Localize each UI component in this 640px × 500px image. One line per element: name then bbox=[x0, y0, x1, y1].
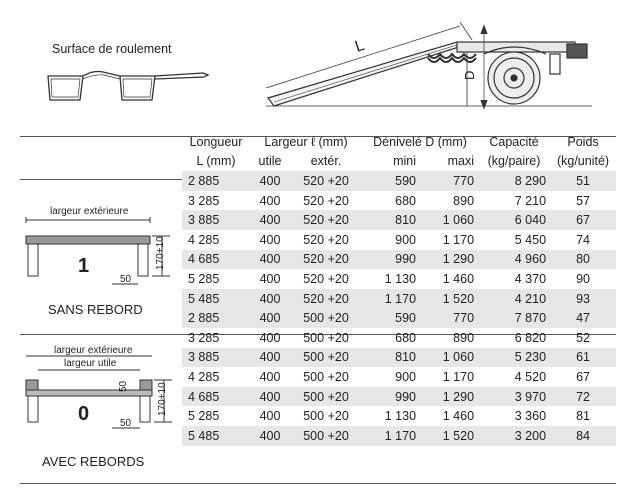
cell-width-useful: 400 bbox=[250, 426, 290, 446]
table-row bbox=[0, 328, 616, 348]
cell-length: 5 285 bbox=[188, 409, 220, 424]
row-spacer bbox=[0, 250, 182, 270]
height-label: D bbox=[462, 70, 477, 80]
dim-50-label: 50 bbox=[120, 274, 132, 285]
col-header-capacity: Capacité bbox=[489, 134, 539, 149]
cell-height-min: 810 bbox=[362, 210, 420, 230]
cell-length: 3 285 bbox=[188, 193, 220, 208]
surface-label: Surface de roulement bbox=[52, 42, 172, 56]
cell-height-min: 590 bbox=[362, 308, 420, 328]
cell-height-max: 1 060 bbox=[420, 348, 478, 368]
row-spacer bbox=[0, 426, 182, 446]
cell-width-exterior: 500 +20 bbox=[303, 369, 349, 384]
row-spacer bbox=[0, 328, 182, 348]
cell-height-min: 680 bbox=[395, 330, 417, 345]
cell-height-max: 1 170 bbox=[442, 369, 475, 384]
cell-weight: 51 bbox=[550, 171, 616, 191]
cell-capacity: 8 290 bbox=[478, 171, 550, 191]
profile-number: 1 bbox=[78, 255, 90, 277]
cell-width-useful: 400 bbox=[250, 210, 290, 230]
cell-width-exterior: 520 +20 bbox=[290, 250, 362, 270]
cell-weight: 81 bbox=[576, 409, 590, 424]
cell-width-exterior: 500 +20 bbox=[290, 308, 362, 328]
cell-height-max: 1 060 bbox=[420, 210, 478, 230]
cell-capacity: 5 230 bbox=[478, 348, 550, 368]
cell-width-exterior: 520 +20 bbox=[290, 289, 362, 309]
cell-capacity: 3 360 bbox=[514, 409, 547, 424]
table-row bbox=[0, 387, 616, 407]
table-row bbox=[0, 210, 616, 230]
col-header-weight: Poids bbox=[567, 134, 599, 149]
cell-length: 4 285 bbox=[188, 232, 220, 247]
table-row bbox=[0, 367, 616, 387]
cell-weight: 72 bbox=[550, 387, 616, 407]
section-name: SANS REBORD bbox=[48, 302, 143, 317]
cell-weight: 74 bbox=[576, 232, 590, 247]
col-sub-min: mini bbox=[393, 154, 417, 169]
cell-length: 2 885 bbox=[182, 308, 250, 328]
cell-width-exterior: 500 +20 bbox=[290, 348, 362, 368]
cell-length: 3 885 bbox=[182, 210, 250, 230]
width-ext-label: largeur extérieure bbox=[50, 206, 129, 217]
cell-width-exterior: 520 +20 bbox=[290, 171, 362, 191]
row-spacer bbox=[0, 269, 182, 289]
row-spacer bbox=[0, 230, 182, 250]
cell-width-useful: 400 bbox=[259, 330, 281, 345]
width-useful-label: largeur utile bbox=[64, 358, 117, 369]
cell-capacity: 6 040 bbox=[478, 210, 550, 230]
row-spacer bbox=[0, 308, 182, 328]
cell-weight: 47 bbox=[550, 308, 616, 328]
cell-height-min: 900 bbox=[395, 232, 417, 247]
dim-height-label: 170+10 bbox=[155, 236, 166, 270]
ramp-trailer-drawing bbox=[262, 18, 602, 118]
cell-height-max: 1 290 bbox=[420, 387, 478, 407]
cell-height-max: 1 460 bbox=[442, 271, 475, 286]
cell-width-useful: 400 bbox=[250, 250, 290, 270]
cell-width-useful: 400 bbox=[259, 232, 281, 247]
row-spacer bbox=[0, 210, 182, 230]
cell-weight: 61 bbox=[550, 348, 616, 368]
tread-surface-drawing bbox=[38, 62, 228, 112]
table-row bbox=[0, 230, 616, 250]
cell-width-useful: 400 bbox=[259, 271, 281, 286]
cell-height-max: 770 bbox=[420, 171, 478, 191]
cell-width-exterior: 520 +20 bbox=[303, 193, 349, 208]
cell-length: 4 685 bbox=[182, 250, 250, 270]
cell-height-min: 1 130 bbox=[384, 271, 417, 286]
cell-height-min: 900 bbox=[395, 369, 417, 384]
dim-50-label-2: 50 bbox=[120, 418, 132, 429]
col-header-length: Longueur bbox=[189, 134, 243, 149]
cell-height-min: 1 170 bbox=[362, 426, 420, 446]
header-row-1 bbox=[0, 132, 616, 152]
cell-width-useful: 400 bbox=[259, 193, 281, 208]
cell-height-min: 590 bbox=[362, 171, 420, 191]
dim-height-label-2: 170+10 bbox=[157, 382, 168, 416]
table-row bbox=[0, 250, 616, 270]
cell-weight: 84 bbox=[550, 426, 616, 446]
cell-height-max: 890 bbox=[453, 330, 475, 345]
cell-width-exterior: 500 +20 bbox=[303, 330, 349, 345]
cell-height-min: 680 bbox=[395, 193, 417, 208]
table-row bbox=[0, 191, 616, 211]
cell-height-min: 810 bbox=[362, 348, 420, 368]
cell-capacity: 7 210 bbox=[514, 193, 547, 208]
cell-weight: 67 bbox=[576, 369, 590, 384]
cell-length: 3 885 bbox=[182, 348, 250, 368]
cell-weight: 80 bbox=[550, 250, 616, 270]
cell-capacity: 4 210 bbox=[478, 289, 550, 309]
cell-height-min: 1 170 bbox=[362, 289, 420, 309]
table-body bbox=[0, 132, 616, 446]
col-sub-length: L (mm) bbox=[196, 154, 236, 169]
cell-width-exterior: 500 +20 bbox=[303, 409, 349, 424]
width-ext-label-2: largeur extérieure bbox=[54, 345, 133, 356]
col-header-height: Dénivelé D (mm) bbox=[373, 134, 467, 149]
section-name-2: AVEC REBORDS bbox=[42, 454, 145, 469]
cell-weight: 90 bbox=[576, 271, 590, 286]
cell-capacity: 4 370 bbox=[514, 271, 547, 286]
cell-length: 4 285 bbox=[188, 369, 220, 384]
col-sub-useful: utile bbox=[258, 154, 282, 169]
header-row-2 bbox=[0, 152, 616, 172]
cell-width-exterior: 520 +20 bbox=[290, 210, 362, 230]
row-spacer bbox=[0, 387, 182, 407]
col-header-width: Largeur ℓ (mm) bbox=[264, 134, 348, 149]
length-label: L bbox=[352, 36, 367, 56]
table-row bbox=[0, 269, 616, 289]
cell-width-useful: 400 bbox=[259, 369, 281, 384]
cell-width-exterior: 500 +20 bbox=[290, 387, 362, 407]
cell-height-max: 890 bbox=[453, 193, 475, 208]
cell-length: 2 885 bbox=[182, 171, 250, 191]
dim-50-top-label: 50 bbox=[118, 380, 129, 392]
cell-length: 5 485 bbox=[182, 426, 250, 446]
row-spacer bbox=[0, 348, 182, 368]
table-row bbox=[0, 426, 616, 446]
cell-capacity: 5 450 bbox=[514, 232, 547, 247]
table-row bbox=[0, 406, 616, 426]
cell-width-useful: 400 bbox=[250, 308, 290, 328]
cell-width-useful: 400 bbox=[250, 171, 290, 191]
table-bottom-rule bbox=[20, 483, 616, 484]
cell-capacity: 4 520 bbox=[514, 369, 547, 384]
cell-weight: 52 bbox=[576, 330, 590, 345]
cell-width-useful: 400 bbox=[250, 289, 290, 309]
cell-height-min: 990 bbox=[362, 387, 420, 407]
cell-height-max: 1 520 bbox=[420, 426, 478, 446]
cell-length: 4 685 bbox=[182, 387, 250, 407]
cell-capacity: 6 820 bbox=[514, 330, 547, 345]
cell-height-max: 770 bbox=[420, 308, 478, 328]
profile-number-2: 0 bbox=[78, 403, 90, 425]
table-row bbox=[0, 308, 616, 328]
cell-height-max: 1 520 bbox=[420, 289, 478, 309]
cell-capacity: 3 970 bbox=[478, 387, 550, 407]
cell-capacity: 3 200 bbox=[478, 426, 550, 446]
cell-height-max: 1 290 bbox=[420, 250, 478, 270]
cell-width-useful: 400 bbox=[259, 409, 281, 424]
spec-table bbox=[0, 132, 616, 446]
col-sub-weight: (kg/unité) bbox=[556, 154, 610, 169]
table-row bbox=[0, 289, 616, 309]
cell-width-exterior: 500 +20 bbox=[290, 426, 362, 446]
col-sub-exterior: extér. bbox=[310, 154, 342, 169]
cell-weight: 93 bbox=[550, 289, 616, 309]
row-spacer bbox=[0, 406, 182, 426]
cell-height-min: 1 130 bbox=[384, 409, 417, 424]
cell-height-max: 1 460 bbox=[442, 409, 475, 424]
cell-weight: 57 bbox=[576, 193, 590, 208]
row-spacer bbox=[0, 171, 182, 191]
cell-height-max: 1 170 bbox=[442, 232, 475, 247]
cell-length: 5 485 bbox=[182, 289, 250, 309]
table-row bbox=[0, 348, 616, 368]
cell-width-exterior: 520 +20 bbox=[303, 271, 349, 286]
row-spacer bbox=[0, 367, 182, 387]
cell-length: 5 285 bbox=[188, 271, 220, 286]
col-sub-max: maxi bbox=[447, 154, 475, 169]
cell-capacity: 4 960 bbox=[478, 250, 550, 270]
cell-length: 3 285 bbox=[188, 330, 220, 345]
cell-weight: 67 bbox=[550, 210, 616, 230]
cell-capacity: 7 870 bbox=[478, 308, 550, 328]
col-sub-capacity: (kg/paire) bbox=[487, 154, 541, 169]
cell-width-exterior: 520 +20 bbox=[303, 232, 349, 247]
row-spacer bbox=[0, 191, 182, 211]
cell-width-useful: 400 bbox=[250, 348, 290, 368]
table-row bbox=[0, 171, 616, 191]
row-spacer bbox=[0, 289, 182, 309]
cell-height-min: 990 bbox=[362, 250, 420, 270]
cell-width-useful: 400 bbox=[250, 387, 290, 407]
